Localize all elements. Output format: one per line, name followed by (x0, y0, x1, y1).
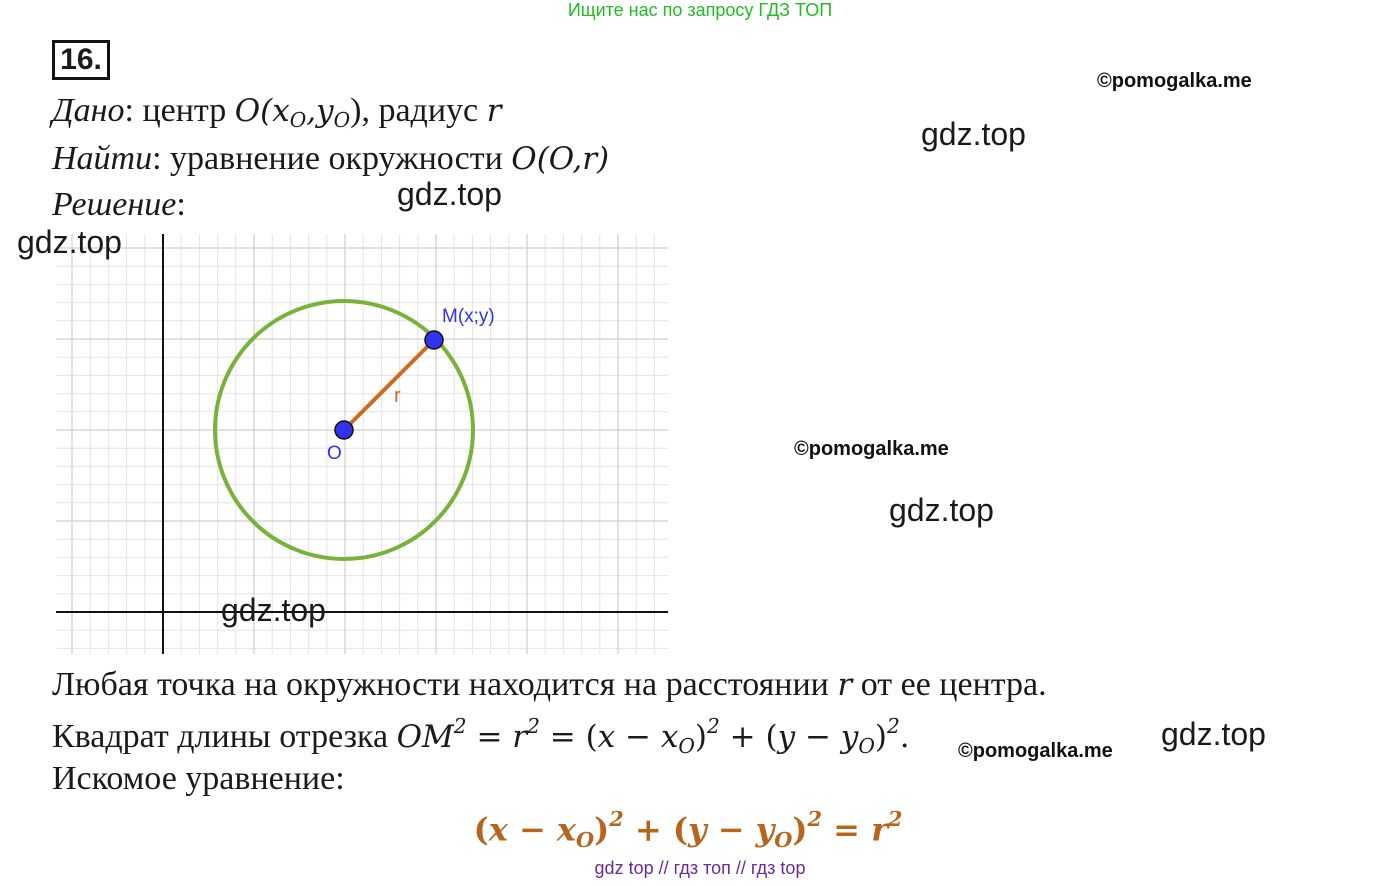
point-o-label: O (327, 443, 342, 464)
problem-number: 16. (52, 40, 110, 80)
top-banner[interactable]: Ищите нас по запросу ГДЗ ТОП (567, 0, 833, 20)
given-text: : центр (124, 92, 235, 129)
answer-equation: $(x - x_O)^2 + (y - y_O)^2 = r^2$ (473, 806, 903, 852)
solution-label: Решение: (52, 186, 186, 223)
statement-3: Искомое уравнение: (52, 760, 345, 797)
radius-label: r (394, 385, 401, 407)
point-o (335, 421, 353, 439)
find-line (52, 140, 609, 178)
grid-minor (56, 234, 668, 654)
statement-2: Квадрат длины отрезка $OM^2 = r^2 = (x - x_O)^2 + (y - y_O)^2$. (52, 714, 910, 759)
given-line (52, 92, 501, 132)
radius-segment (344, 340, 434, 430)
watermark-gdz-6: gdz.top (1161, 716, 1266, 752)
watermark-gdz-5: gdz.top (221, 592, 326, 628)
find-label: Найти (52, 140, 153, 177)
point-m-label: M(x;y) (442, 306, 495, 327)
watermark-pomogalka-3: ©pomogalka.me (958, 740, 1113, 762)
grid-major (56, 234, 668, 654)
watermark-gdz-4: gdz.top (889, 492, 994, 528)
find-text: : уравнение окружности (152, 140, 512, 177)
given-label: Дано (52, 92, 125, 129)
find-expr: O(O,r) (511, 141, 610, 177)
circle-figure (54, 230, 670, 656)
footer-links[interactable]: gdz top // гдз топ // гдз top (594, 858, 806, 878)
watermark-pomogalka-1: ©pomogalka.me (1097, 70, 1252, 92)
watermark-gdz-3: gdz.top (17, 224, 122, 260)
watermark-gdz-1: gdz.top (921, 116, 1026, 152)
watermark-gdz-2: gdz.top (397, 176, 502, 212)
given-center-expr: $O(x_O,y_O$ (234, 93, 351, 133)
statement-1: Любая точка на окружности находится на расстоянии r от ее центра. (52, 666, 1047, 703)
point-m (425, 331, 443, 349)
watermark-pomogalka-2: ©pomogalka.me (794, 438, 949, 460)
given-radius: r (486, 93, 502, 129)
given-radius-text: ), радиус (350, 92, 487, 129)
